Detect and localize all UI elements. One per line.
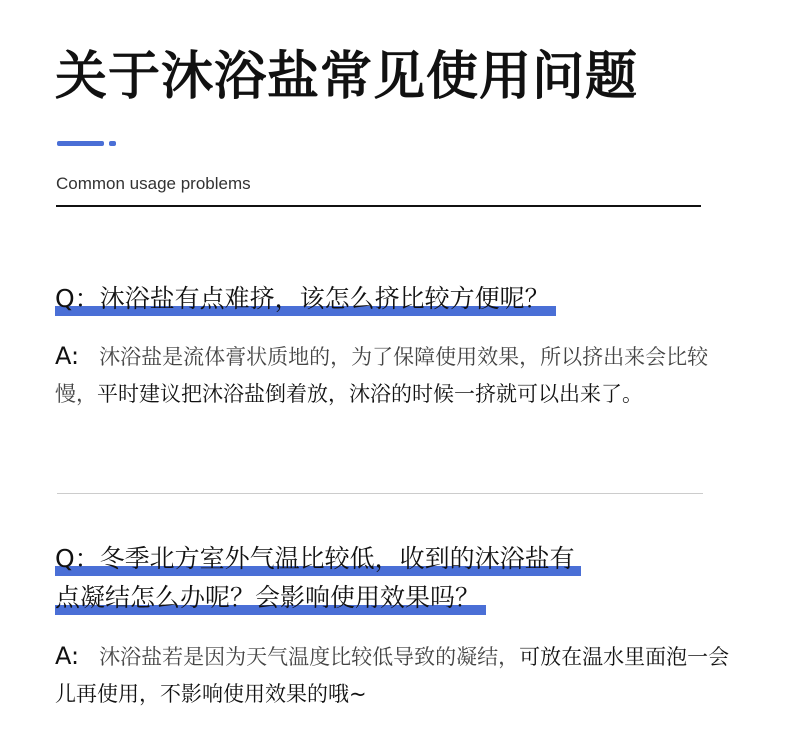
page-title: 关于沐浴盐常见使用问题 — [55, 47, 639, 107]
faq-2-answer-label: A: — [55, 642, 80, 670]
faq-2-answer — [55, 638, 745, 713]
faq-2-question-row-2 — [55, 580, 480, 616]
section-divider — [57, 493, 703, 494]
faq-2-question-line-1: Q：冬季北方室外气温比较低，收到的沐浴盐有 — [55, 541, 575, 577]
faq-1-answer-label: A: — [55, 342, 80, 370]
page-subtitle: Common usage problems — [56, 174, 251, 193]
faq-2-question-line-2: 点凝结怎么办呢？会影响使用效果吗？ — [55, 580, 480, 616]
faq-2-answer-text-dark: 可放在温水里面泡一会儿再使用，不影响使用效果的哦~ — [55, 645, 730, 706]
faq-1-answer-text-dark: 平时建议把沐浴盐倒着放，沐浴的时候一挤就可以出来了。 — [97, 382, 643, 406]
title-accent-dot — [109, 141, 116, 146]
faq-2-question-row-1 — [55, 541, 575, 577]
faq-1-question-line-1: Q：沐浴盐有点难挤，该怎么挤比较方便呢？ — [55, 281, 550, 317]
title-accent-bar — [57, 141, 104, 146]
faq-1-question — [55, 281, 550, 317]
subtitle-underline — [56, 205, 701, 207]
faq-1-answer — [55, 338, 745, 413]
faq-2-answer-text-light: 沐浴盐若是因为天气温度比较低导致的凝结， — [99, 645, 520, 669]
faq-1-answer-text-light: 沐浴盐是流体膏状质地的，为了保障使用效果，所以挤出来会比较慢， — [55, 345, 709, 406]
